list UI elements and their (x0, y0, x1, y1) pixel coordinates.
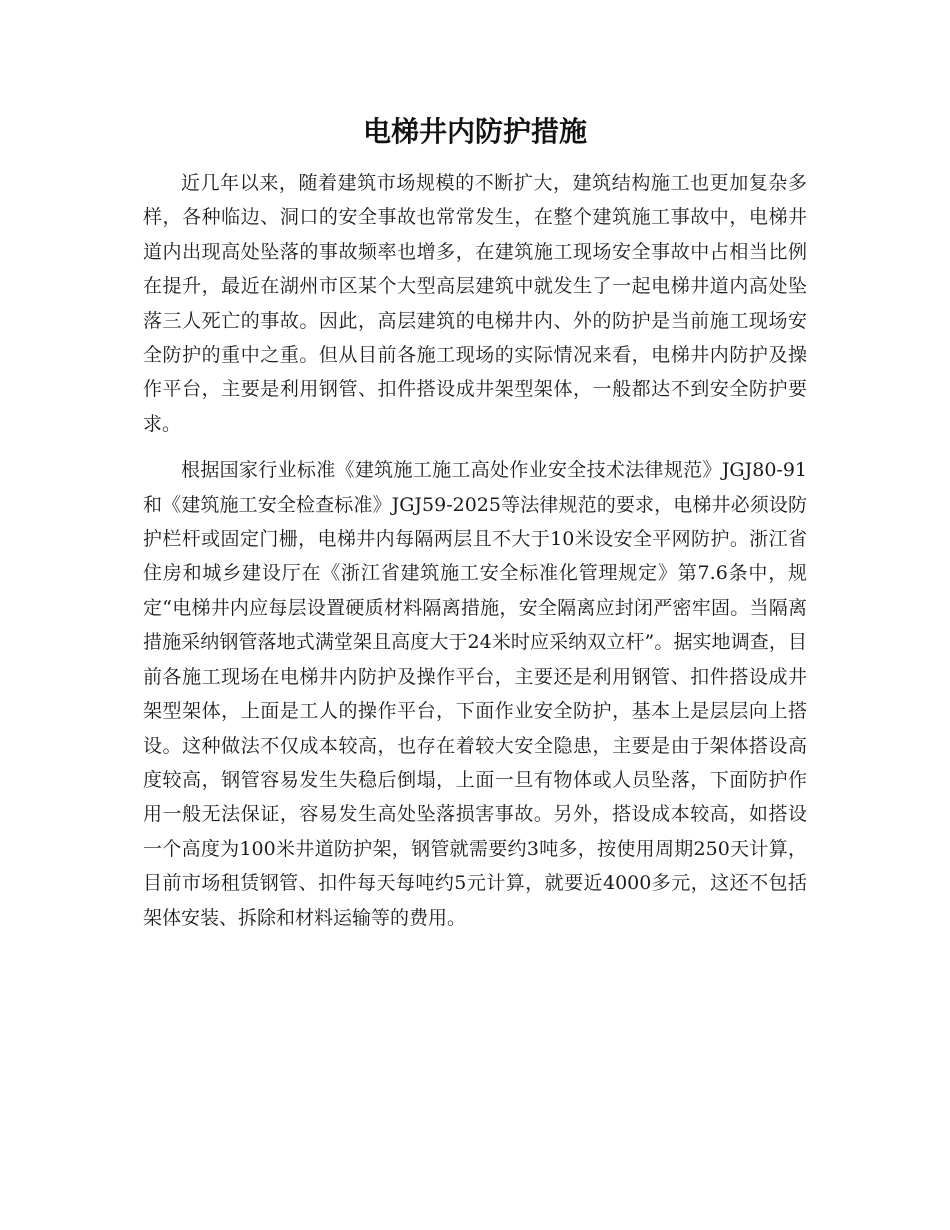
paragraph-1: 近几年以来，随着建筑市场规模的不断扩大，建筑结构施工也更加复杂多样，各种临边、洞口的安全事故也常常发生，在整个建筑施工事故中，电梯井道内出现高处坠落的事故频率也增多，在建筑施工现场安全事故中占相当比例在提升，最近在湖州市区某个大型高层建筑中就发生了一起电梯井道内高处坠落三人死亡的事故。因此，高层建筑的电梯井内、外的防护是当前施工现场安全防护的重中之重。但从目前各施工现场的实际情况来看，电梯井内防护及操作平台，主要是利用钢管、扣件搭设成井架型架体，一般都达不到安全防护要求。 (143, 172, 807, 435)
document-title: 电梯井内防护措施 (362, 115, 587, 148)
document-body (143, 166, 807, 935)
paragraph-2: 根据国家行业标准《建筑施工施工高处作业安全技术法律规范》JGJ80-91和《建筑施工安全检查标准》JGJ59-2025等法律规范的要求，电梯井必须设防护栏杆或固定门栅，电梯井内每隔两层且不大于10米设安全平网防护。浙江省住房和城乡建设厅在《浙江省建筑施工安全标准化管理规定》第7.6条中，规定“电梯井内应每层设置硬质材料隔离措施，安全隔离应封闭严密牢固。当隔离措施采纳钢管落地式满堂架且高度大于24米时应采纳双立杆”。据实地调查，目前各施工现场在电梯井内防护及操作平台，主要还是利用钢管、扣件搭设成井架型架体，上面是工人的操作平台，下面作业安全防护，基本上是层层向上搭设。这种做法不仅成本较高，也存在着较大安全隐患，主要是由于架体搭设高度较高，钢管容易发生失稳后倒塌，上面一旦有物体或人员坠落，下面防护作用一般无法保证，容易发生高处坠落损害事故。另外，搭设成本较高，如搭设一个高度为100米井道防护架，钢管就需要约3吨多，按使用周期250天计算，目前市场租赁钢管、扣件每天每吨约5元计算，就要近4000多元，这还不包括架体安装、拆除和材料运输等的费用。 (143, 459, 807, 929)
